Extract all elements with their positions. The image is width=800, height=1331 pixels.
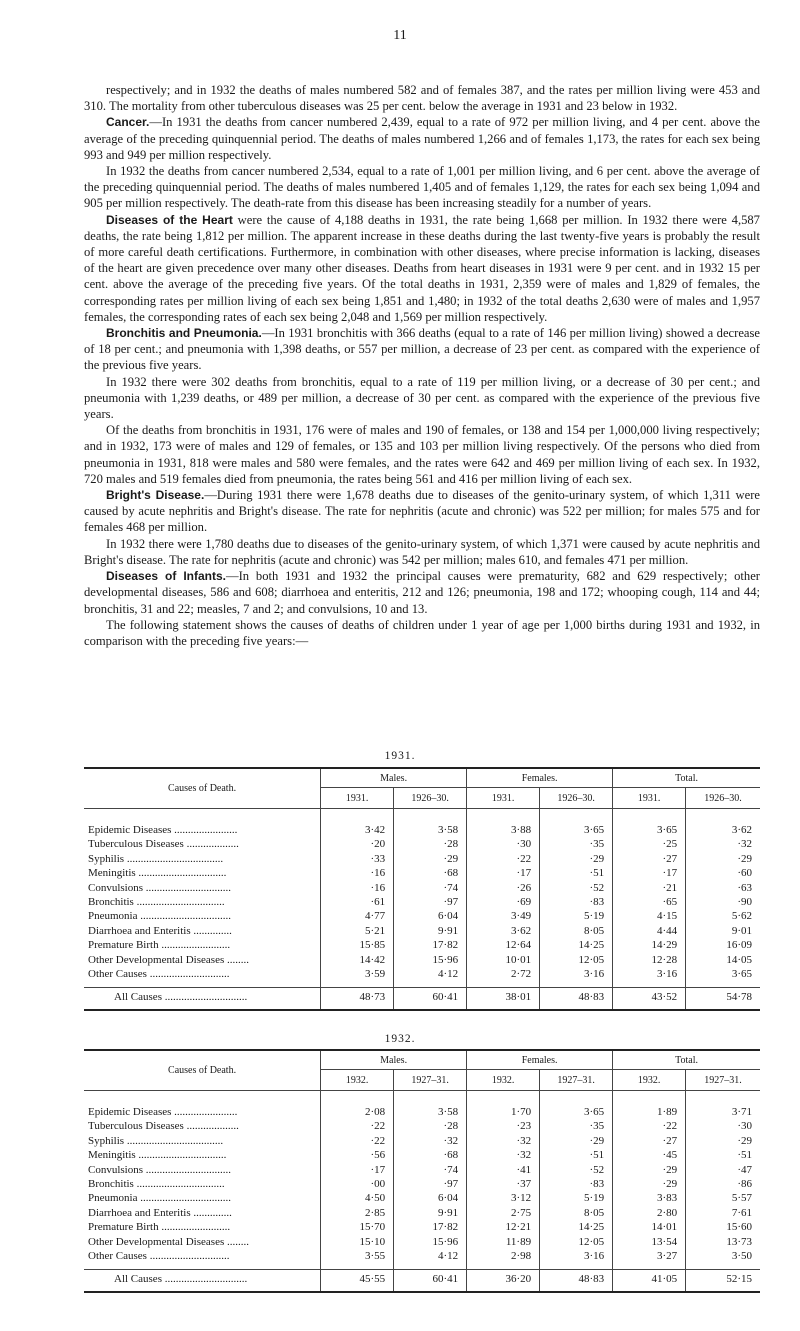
value-cell: ·51 xyxy=(686,1148,760,1162)
value-cell: 3·12 xyxy=(467,1191,540,1205)
cause-cell: Pneumonia ................................. xyxy=(88,910,231,923)
value-cell: ·32 xyxy=(686,837,760,851)
table-row xyxy=(84,909,760,923)
value-cell: 52·15 xyxy=(686,1270,760,1292)
value-cell: ·35 xyxy=(540,837,613,851)
column-subheader: 1932. xyxy=(613,1070,686,1091)
column-subheader: 1926–30. xyxy=(540,788,613,809)
cause-name: Diarrhoea and Enteritis xyxy=(88,924,191,937)
value-cell: 1·89 xyxy=(613,1105,686,1119)
table-row xyxy=(84,881,760,895)
value-cell: ·97 xyxy=(394,895,467,909)
cause-cell: Tuberculous Diseases ................... xyxy=(88,1120,239,1133)
paragraph xyxy=(84,568,760,617)
value-cell: 14·42 xyxy=(321,953,394,967)
column-group-header: Females. xyxy=(467,768,613,788)
column-subheader: 1927–31. xyxy=(540,1070,613,1091)
paragraph-text: —In both 1931 and 1932 the principal causes were prematurity, 682 and 629 respectively; other developmental diseases, 586 and 608; diarrhoea and enteritis, 212 and 126; pneumonia, 198 and 172; whooping cough, 114 and 44; bronchitis, 31 and 22; measles, 7 and 2; and convulsions, 10 and 13. xyxy=(84,569,760,616)
value-cell: 9·91 xyxy=(394,924,467,938)
table-row xyxy=(84,866,760,880)
value-cell: ·00 xyxy=(321,1177,394,1191)
value-cell: ·65 xyxy=(613,895,686,909)
value-cell: ·17 xyxy=(467,866,540,880)
value-cell: ·83 xyxy=(540,1177,613,1191)
cause-cell: Other Causes ............................. xyxy=(88,1250,230,1263)
cause-cell: Convulsions ............................... xyxy=(88,1163,232,1176)
value-cell: 4·50 xyxy=(321,1191,394,1205)
value-cell: 12·21 xyxy=(467,1220,540,1234)
cause-name: Epidemic Diseases xyxy=(88,1106,172,1118)
cause-name: Tuberculous Diseases xyxy=(88,838,184,851)
value-cell: ·83 xyxy=(540,895,613,909)
value-cell: 3·62 xyxy=(686,823,760,837)
value-cell: 60·41 xyxy=(394,988,467,1010)
value-cell: ·22 xyxy=(467,852,540,866)
cause-name: Tuberculous Diseases xyxy=(88,1120,184,1133)
value-cell: ·60 xyxy=(686,866,760,880)
paragraph-text: In 1932 there were 1,780 deaths due to diseases of the genito-urinary system, of which 1,371 were caused by acute nephritis and Bright's disease. The rate for nephritis (acute and chronic) was 542 per million; males 610, and females 471 per million. xyxy=(84,536,760,567)
cause-name: Diarrhoea and Enteritis xyxy=(88,1206,191,1219)
value-cell: ·30 xyxy=(686,1119,760,1133)
paragraph-text: In 1932 the deaths from cancer numbered 2,534, equal to a rate of 1,001 per million living, and 6 per cent. above the average of the preceding quinquennial period. The deaths of males numbered 1,405 and of females 1,129, the rates for each sex being 1,094 and 905 per million respectively. The death-rate from this disease has been increasing steadily for a number of years. xyxy=(84,164,760,211)
cause-name: Syphilis xyxy=(88,1134,125,1147)
value-cell: 3·62 xyxy=(467,924,540,938)
value-cell: ·74 xyxy=(394,881,467,895)
value-cell: 38·01 xyxy=(467,988,540,1010)
cause-cell: Tuberculous Diseases ................... xyxy=(88,838,239,851)
page-number: 11 xyxy=(393,28,407,43)
value-cell: 11·89 xyxy=(467,1235,540,1249)
cause-name: Convulsions xyxy=(88,881,144,894)
cause-name: Meningitis xyxy=(88,867,136,880)
value-cell: 3·71 xyxy=(686,1105,760,1119)
paragraph xyxy=(84,617,760,649)
value-cell: 12·28 xyxy=(613,953,686,967)
value-cell: 13·73 xyxy=(686,1235,760,1249)
column-group-header: Total. xyxy=(613,1050,760,1070)
value-cell: 14·05 xyxy=(686,953,760,967)
cause-cell: All Causes .............................. xyxy=(84,988,321,1010)
value-cell: ·29 xyxy=(540,1134,613,1148)
paragraph xyxy=(84,536,760,568)
value-cell: 15·96 xyxy=(394,1235,467,1249)
causes-header: Causes of Death. xyxy=(84,768,321,809)
cause-name: Meningitis xyxy=(88,1149,136,1162)
table-1932 xyxy=(84,1049,760,1293)
value-cell: ·45 xyxy=(613,1148,686,1162)
value-cell: ·32 xyxy=(467,1148,540,1162)
table-1931 xyxy=(84,767,760,1011)
cause-cell: Syphilis ................................... xyxy=(88,1134,224,1147)
value-cell: 2·98 xyxy=(467,1249,540,1263)
value-cell: 3·55 xyxy=(321,1249,394,1263)
table-row xyxy=(84,852,760,866)
table-1932-label: 1932. xyxy=(384,1033,416,1045)
value-cell: ·51 xyxy=(540,1148,613,1162)
column-subheader: 1932. xyxy=(467,1070,540,1091)
table-row xyxy=(84,967,760,981)
value-cell: 54·78 xyxy=(686,988,760,1010)
column-subheader: 1931. xyxy=(613,788,686,809)
value-cell: ·22 xyxy=(321,1119,394,1133)
cause-name: Bronchitis xyxy=(88,1178,134,1191)
paragraph-text: —During 1931 there were 1,678 deaths due to diseases of the genito-urinary system, of which 1,311 were caused by acute nephritis and Bright's disease. The rate for nephritis (acute and chronic) was 522 per million; for males 575 and for females 468 per million. xyxy=(84,488,761,535)
value-cell: 3·83 xyxy=(613,1191,686,1205)
column-subheader: 1931. xyxy=(321,788,394,809)
value-cell: 4·77 xyxy=(321,909,394,923)
value-cell: 2·08 xyxy=(321,1105,394,1119)
cause-cell: Meningitis ................................ xyxy=(88,867,227,880)
value-cell: 8·05 xyxy=(540,1206,613,1220)
value-cell: 4·44 xyxy=(613,924,686,938)
cause-cell: Syphilis ................................... xyxy=(88,852,224,865)
value-cell: 36·20 xyxy=(467,1270,540,1292)
value-cell: 5·62 xyxy=(686,909,760,923)
value-cell: 48·83 xyxy=(540,988,613,1010)
value-cell: ·41 xyxy=(467,1163,540,1177)
table-row xyxy=(84,1177,760,1191)
cause-cell: Bronchitis ................................ xyxy=(88,1178,225,1191)
cause-name: All Causes xyxy=(114,991,162,1004)
value-cell: 3·27 xyxy=(613,1249,686,1263)
value-cell: 12·05 xyxy=(540,953,613,967)
cause-name: Other Causes xyxy=(88,1250,147,1263)
column-group-header: Total. xyxy=(613,768,760,788)
value-cell: ·26 xyxy=(467,881,540,895)
paragraph xyxy=(84,163,760,212)
value-cell: 3·50 xyxy=(686,1249,760,1263)
value-cell: ·20 xyxy=(321,837,394,851)
value-cell: ·21 xyxy=(613,881,686,895)
value-cell: 3·42 xyxy=(321,823,394,837)
value-cell: 17·82 xyxy=(394,938,467,952)
table-row xyxy=(84,837,760,851)
cause-cell: Bronchitis ................................ xyxy=(88,896,225,909)
value-cell: 3·16 xyxy=(540,1249,613,1263)
paragraph-heading: Cancer. xyxy=(106,115,150,130)
table-row xyxy=(84,1119,760,1133)
value-cell: 3·59 xyxy=(321,967,394,981)
value-cell: 4·12 xyxy=(394,967,467,981)
value-cell: ·56 xyxy=(321,1148,394,1162)
column-group-header: Males. xyxy=(321,1050,467,1070)
value-cell: 5·57 xyxy=(686,1191,760,1205)
value-cell: 41·05 xyxy=(613,1270,686,1292)
value-cell: ·28 xyxy=(394,1119,467,1133)
value-cell: ·68 xyxy=(394,1148,467,1162)
value-cell: ·22 xyxy=(321,1134,394,1148)
cause-name: Epidemic Diseases xyxy=(88,824,172,836)
value-cell: ·22 xyxy=(613,1119,686,1133)
value-cell: ·51 xyxy=(540,866,613,880)
value-cell: ·16 xyxy=(321,866,394,880)
cause-cell: Epidemic Diseases ....................... xyxy=(88,1106,238,1118)
cause-cell: Epidemic Diseases ....................... xyxy=(88,824,238,836)
value-cell: ·52 xyxy=(540,1163,613,1177)
column-subheader: 1926–30. xyxy=(686,788,760,809)
value-cell: ·37 xyxy=(467,1177,540,1191)
column-subheader: 1926–30. xyxy=(394,788,467,809)
value-cell: 3·16 xyxy=(613,967,686,981)
cause-name: Other Causes xyxy=(88,968,147,981)
value-cell: 14·25 xyxy=(540,938,613,952)
value-cell: ·47 xyxy=(686,1163,760,1177)
value-cell: 15·96 xyxy=(394,953,467,967)
value-cell: ·27 xyxy=(613,1134,686,1148)
value-cell: 15·85 xyxy=(321,938,394,952)
cause-cell: All Causes .............................. xyxy=(84,1270,321,1292)
value-cell: 2·72 xyxy=(467,967,540,981)
value-cell: 2·85 xyxy=(321,1206,394,1220)
value-cell: 43·52 xyxy=(613,988,686,1010)
table-row xyxy=(84,1235,760,1249)
paragraph xyxy=(84,212,760,325)
paragraph xyxy=(84,422,760,487)
value-cell: 48·73 xyxy=(321,988,394,1010)
value-cell: 45·55 xyxy=(321,1270,394,1292)
all-causes-row xyxy=(84,1270,760,1292)
cause-name: Other Developmental Diseases xyxy=(88,953,225,966)
table-row xyxy=(84,1148,760,1162)
value-cell: ·28 xyxy=(394,837,467,851)
value-cell: ·33 xyxy=(321,852,394,866)
value-cell: ·29 xyxy=(686,1134,760,1148)
value-cell: ·86 xyxy=(686,1177,760,1191)
column-subheader: 1927–31. xyxy=(686,1070,760,1091)
value-cell: 17·82 xyxy=(394,1220,467,1234)
column-subheader: 1932. xyxy=(321,1070,394,1091)
paragraph-heading: Diseases of the Heart xyxy=(106,212,233,227)
table-row xyxy=(84,1163,760,1177)
column-group-header: Females. xyxy=(467,1050,613,1070)
cause-name: Pneumonia xyxy=(88,1192,138,1205)
value-cell: 15·10 xyxy=(321,1235,394,1249)
paragraph-heading: Bright's Disease. xyxy=(106,488,205,503)
value-cell: ·32 xyxy=(467,1134,540,1148)
value-cell: 15·70 xyxy=(321,1220,394,1234)
paragraph-text: —In 1931 bronchitis with 366 deaths (equal to a rate of 146 per million living) showed a decrease of 18 per cent.; and pneumonia with 1,398 deaths, or 557 per million, a decrease of 23 per cent. as compared with the experience of the previous five years. xyxy=(84,326,760,373)
table-row xyxy=(84,1134,760,1148)
value-cell: 2·75 xyxy=(467,1206,540,1220)
cause-cell: Other Causes ............................. xyxy=(88,968,230,981)
value-cell: ·69 xyxy=(467,895,540,909)
value-cell: ·52 xyxy=(540,881,613,895)
value-cell: 3·65 xyxy=(540,823,613,837)
value-cell: ·74 xyxy=(394,1163,467,1177)
paragraph xyxy=(84,487,760,536)
all-causes-row xyxy=(84,988,760,1010)
value-cell: ·35 xyxy=(540,1119,613,1133)
value-cell: 3·65 xyxy=(686,967,760,981)
value-cell: ·29 xyxy=(613,1177,686,1191)
value-cell: ·17 xyxy=(613,866,686,880)
cause-cell: Premature Birth ......................... xyxy=(88,1221,231,1234)
cause-cell: Premature Birth ......................... xyxy=(88,939,231,952)
value-cell: 12·64 xyxy=(467,938,540,952)
value-cell: 15·60 xyxy=(686,1220,760,1234)
value-cell: 2·80 xyxy=(613,1206,686,1220)
value-cell: ·17 xyxy=(321,1163,394,1177)
cause-name: Convulsions xyxy=(88,1163,144,1176)
value-cell: 6·04 xyxy=(394,909,467,923)
value-cell: ·61 xyxy=(321,895,394,909)
paragraph-text: —In 1931 the deaths from cancer numbered 2,439, equal to a rate of 972 per million living, and 4 per cent. above the average of the preceding quinquennial period. The deaths of males numbered 1,266 and of females 1,173, the rates for each sex being 993 and 949 per million respectively. xyxy=(84,115,760,162)
cause-name: Other Developmental Diseases xyxy=(88,1235,225,1248)
cause-cell: Other Developmental Diseases ........ xyxy=(88,953,249,966)
cause-name: Pneumonia xyxy=(88,910,138,923)
paragraph xyxy=(84,82,760,114)
cause-name: Premature Birth xyxy=(88,1221,159,1234)
value-cell: 5·19 xyxy=(540,1191,613,1205)
value-cell: 3·16 xyxy=(540,967,613,981)
value-cell: 1·70 xyxy=(467,1105,540,1119)
value-cell: ·63 xyxy=(686,881,760,895)
value-cell: ·90 xyxy=(686,895,760,909)
value-cell: 5·21 xyxy=(321,924,394,938)
table-row xyxy=(84,938,760,952)
value-cell: 3·49 xyxy=(467,909,540,923)
paragraph-text: were the cause of 4,188 deaths in 1931, the rate being 1,668 per million. In 1932 there were 4,587 deaths, the rate being 1,812 per million. The apparent increase in these deaths during the last twenty-five years is probably the result of more careful death certifications. Furthermore, in combination with other diseases, where precise information is lacking, diseases of the heart are given precedence over many other diseases. Deaths from heart diseases in 1931 were 9 per cent. and in 1932 15 per cent. above the average of the preceding five years. Of the total deaths in 1931, 2,359 were of males and 1,829 of females, the corresponding rates per million living of each sex being 1,851 and 1,480; in 1932 of the total deaths 2,630 were of males and 1,957 females, the corresponding rates of each sex being 2,048 and 1,569 per million respectively. xyxy=(84,212,760,324)
value-cell: ·25 xyxy=(613,837,686,851)
table-row xyxy=(84,895,760,909)
cause-name: Syphilis xyxy=(88,852,125,865)
causes-header: Causes of Death. xyxy=(84,1050,321,1091)
value-cell: ·29 xyxy=(540,852,613,866)
value-cell: 12·05 xyxy=(540,1235,613,1249)
cause-cell: Meningitis ................................ xyxy=(88,1149,227,1162)
value-cell: 10·01 xyxy=(467,953,540,967)
value-cell: 8·05 xyxy=(540,924,613,938)
value-cell: 14·25 xyxy=(540,1220,613,1234)
value-cell: 3·65 xyxy=(540,1105,613,1119)
table-row xyxy=(84,924,760,938)
cause-cell: Pneumonia ................................. xyxy=(88,1192,231,1205)
column-subheader: 1931. xyxy=(467,788,540,809)
value-cell: 14·01 xyxy=(613,1220,686,1234)
value-cell: 4·12 xyxy=(394,1249,467,1263)
table-row xyxy=(84,823,760,837)
value-cell: ·97 xyxy=(394,1177,467,1191)
value-cell: 60·41 xyxy=(394,1270,467,1292)
paragraph-text: respectively; and in 1932 the deaths of males numbered 582 and of females 387, and the rates per million living were 453 and 310. The mortality from other tuberculous diseases was 25 per cent. below the average in 1931 and 23 below in 1932. xyxy=(84,83,760,114)
value-cell: 3·58 xyxy=(394,1105,467,1119)
value-cell: 3·65 xyxy=(613,823,686,837)
value-cell: 9·91 xyxy=(394,1206,467,1220)
table-row xyxy=(84,1105,760,1119)
paragraph xyxy=(84,374,760,423)
cause-name: All Causes xyxy=(114,1273,162,1286)
table-row xyxy=(84,1220,760,1234)
value-cell: 5·19 xyxy=(540,909,613,923)
body-text xyxy=(84,82,760,649)
table-row xyxy=(84,1206,760,1220)
table-row xyxy=(84,1191,760,1205)
value-cell: ·29 xyxy=(394,852,467,866)
column-group-header: Males. xyxy=(321,768,467,788)
paragraph xyxy=(84,114,760,163)
value-cell: ·68 xyxy=(394,866,467,880)
paragraph-text: In 1932 there were 302 deaths from bronchitis, equal to a rate of 119 per million living, or a decrease of 30 per cent.; and pneumonia with 1,239 deaths, or 489 per million, a decrease of 30 per cent. as compared with the experience of the previous five years. xyxy=(84,374,760,422)
value-cell: 16·09 xyxy=(686,938,760,952)
value-cell: 9·01 xyxy=(686,924,760,938)
paragraph-text: Of the deaths from bronchitis in 1931, 176 were of males and 190 of females, or 138 and 154 per 1,000,000 living respectively; and in 1932, 173 were of males and 129 of females, or 135 and 103 per million living respectively. Of the persons who died from pneumonia in 1931, 818 were males and 580 were females, and the rates were 642 and 469 per million living of each sex. In 1932, 720 males and 519 females died from pneumonia, the rates being 561 and 416 per million living of each sex. xyxy=(84,423,760,486)
paragraph xyxy=(84,325,760,374)
cause-cell: Diarrhoea and Enteritis .............. xyxy=(88,1206,232,1219)
paragraph-text: The following statement shows the causes of deaths of children under 1 year of age per 1,000 births during 1931 and 1932, in comparison with the preceding five years:— xyxy=(84,617,760,648)
value-cell: ·29 xyxy=(686,852,760,866)
cause-cell: Other Developmental Diseases ........ xyxy=(88,1235,249,1248)
cause-name: Bronchitis xyxy=(88,896,134,909)
paragraph-heading: Diseases of Infants. xyxy=(106,569,227,584)
value-cell: ·27 xyxy=(613,852,686,866)
value-cell: 48·83 xyxy=(540,1270,613,1292)
value-cell: 3·58 xyxy=(394,823,467,837)
column-subheader: 1927–31. xyxy=(394,1070,467,1091)
table-1931-label: 1931. xyxy=(384,750,416,762)
value-cell: ·32 xyxy=(394,1134,467,1148)
paragraph-heading: Bronchitis and Pneumonia. xyxy=(106,326,262,341)
value-cell: ·30 xyxy=(467,837,540,851)
cause-name: Premature Birth xyxy=(88,939,159,952)
value-cell: 6·04 xyxy=(394,1191,467,1205)
cause-cell: Diarrhoea and Enteritis .............. xyxy=(88,924,232,937)
value-cell: ·16 xyxy=(321,881,394,895)
value-cell: 3·88 xyxy=(467,823,540,837)
value-cell: 7·61 xyxy=(686,1206,760,1220)
value-cell: ·23 xyxy=(467,1119,540,1133)
table-row xyxy=(84,953,760,967)
cause-cell: Convulsions ............................... xyxy=(88,881,232,894)
table-row xyxy=(84,1249,760,1263)
value-cell: 13·54 xyxy=(613,1235,686,1249)
value-cell: ·29 xyxy=(613,1163,686,1177)
value-cell: 14·29 xyxy=(613,938,686,952)
value-cell: 4·15 xyxy=(613,909,686,923)
